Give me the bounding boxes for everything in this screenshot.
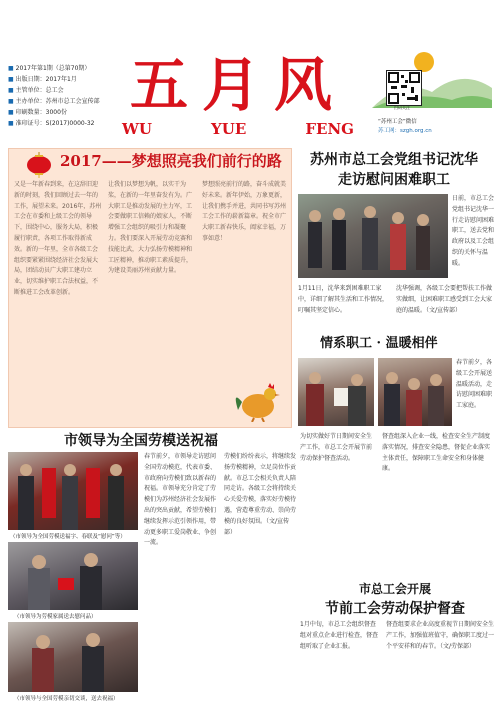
inspection-column-2: 督查组深入企业一线，检查安全生产制度落实情况，排查安全隐患，督促企业落实主体责任，保障职工生命安全和身体健康。: [382, 433, 491, 473]
inspection-column-3: 1月中旬，市总工会组织督查组对重点企业进行检查，督查组听取了企业汇报。: [300, 621, 379, 650]
pinyin-wu: WU: [122, 120, 152, 138]
issue-line: ■ 准印证号：S(2017)0000-32: [8, 120, 95, 127]
masthead-pinyin: [122, 120, 354, 138]
warmth-subheadline: 情系职工 · 温暖相伴: [320, 336, 438, 351]
issue-line: ■ 主管单位：总工会: [8, 87, 64, 94]
qr-caption: 扫码关注: [394, 105, 410, 110]
warmth-column: 春节前夕，各级工会开展送温暖活动，走访慰问困难职工家庭。: [456, 359, 493, 410]
site-info: [378, 118, 496, 136]
inspection-headline: 节前工会劳动保护督查: [325, 601, 465, 617]
lantern-icon: [24, 152, 54, 178]
editorial-column-1: 又是一年新春到来，在这辞旧迎新的时刻，我们回顾过去一年的工作，展望未来。2016年，苏州工会在市委和上级工会的领导下，围绕中心，服务大局，积极履行职责，各项工作取得新成效。新的一年里，全市各级工会组织要紧紧围绕经济社会发展大局，团结动员广大职工建功立业，切实维护职工合法权益，不断推进工会改革创新。: [14, 181, 102, 296]
inspection-kicker: 市总工会开展: [358, 582, 431, 596]
model-worker-photo-2: [8, 542, 138, 610]
issue-line: ■ 主办单位：苏州市总工会宣传部: [8, 98, 100, 105]
issue-line: ■ 2017年第1期（总第70期）: [8, 65, 91, 72]
editorial-column-3: 梦想照亮前行的路，奋斗成就美好未来。新年伊始，万象更新，让我们携手并进，共同书写苏州工会工作的崭新篇章。祝全市广大职工新春快乐，阖家幸福，万事如意！: [202, 181, 286, 242]
photo-caption-3: （市领导与全国劳模亲切交谈，送去祝福）: [14, 696, 119, 702]
qr-code-icon[interactable]: [386, 70, 422, 106]
model-worker-photo-3: [8, 622, 138, 692]
visit-headline-line: 走访慰问困难职工: [338, 172, 450, 188]
rooster-illustration: [228, 380, 286, 422]
masthead-logo: 五月风: [129, 51, 346, 119]
visit-column-3: 沈华强调，各级工会要把帮扶工作做实做细，让困难职工感受到工会大家庭的温暖。（文/宣传部）: [396, 285, 493, 314]
model-worker-headline: 市领导为全国劳模送祝福: [64, 433, 218, 449]
photo-caption-1: （市领导为全国劳模送福字、春联及“慰问”等）: [10, 534, 126, 540]
inspection-column-1: 为切实做好节日期间安全生产工作，市总工会开展节前劳动保护督查活动。: [300, 433, 373, 462]
model-worker-photo-1: [8, 452, 138, 530]
issue-line: ■ 印刷数量：3000份: [8, 109, 67, 116]
editorial-column-2: 让我们以梦想为帆，以实干为桨，在新的一年里奋发有为。广大职工是推动发展的主力军，工会要做职工信赖的娘家人，不断增强工会组织的吸引力和凝聚力。我们要深入开展劳动竞赛和技能比武，大力弘扬劳模精神和工匠精神，推动职工素质提升，为建设美丽苏州贡献力量。: [108, 181, 193, 275]
model-worker-column-2: 劳模们纷纷表示，将继续发扬劳模精神，立足岗位作贡献。市总工会相关负责人陪同走访。各级工会将持续关心关爱劳模，落实好劳模待遇，营造尊重劳动、崇尚劳模的良好氛围。（文/宣传部）: [224, 453, 296, 536]
visit-column-1: 日前，市总工会党组书记沈华一行走访慰问困难职工，送去党和政府以及工会组织的关怀与温暖。: [452, 195, 494, 267]
photo-caption-2: （市领导为劳模家属送去慰问品）: [14, 614, 97, 620]
issue-line: ■ 出版日期：2017年1月: [8, 76, 77, 83]
issue-info: [8, 63, 116, 129]
pinyin-feng: FENG: [305, 120, 354, 138]
model-worker-column-1: 春节前夕，市领导走访慰问全国劳动模范，代表市委、市政府向劳模们致以新春的祝福。市领导充分肯定了劳模们为苏州经济社会发展作出的突出贡献，希望劳模们继续发挥示范引领作用，带动更多职工爱岗敬业、争创一流。: [144, 453, 217, 547]
warmth-photo-2: [378, 358, 452, 426]
warmth-photo-1: [298, 358, 374, 426]
inspection-column-4: 督查组要求企业高度重视节日期间安全生产工作，加强值班值守，确保职工度过一个平安祥和的春节。（文/劳保部）: [386, 621, 494, 650]
editorial-headline: 2017——梦想照亮我们前行的路: [60, 152, 282, 170]
visit-headline: [294, 150, 494, 190]
visit-column-2: 1月11日，沈华来到困难职工家中，详细了解其生活和工作情况，叮嘱其坚定信心。: [298, 285, 389, 314]
site-line[interactable]: 苏工网：szgh.org.cn: [378, 128, 432, 134]
visit-headline-line: 苏州市总工会党组书记沈华: [310, 152, 478, 168]
site-line: “苏州工会”微信: [378, 119, 417, 125]
visit-photo: [298, 194, 448, 278]
pinyin-yue: YUE: [211, 120, 247, 138]
